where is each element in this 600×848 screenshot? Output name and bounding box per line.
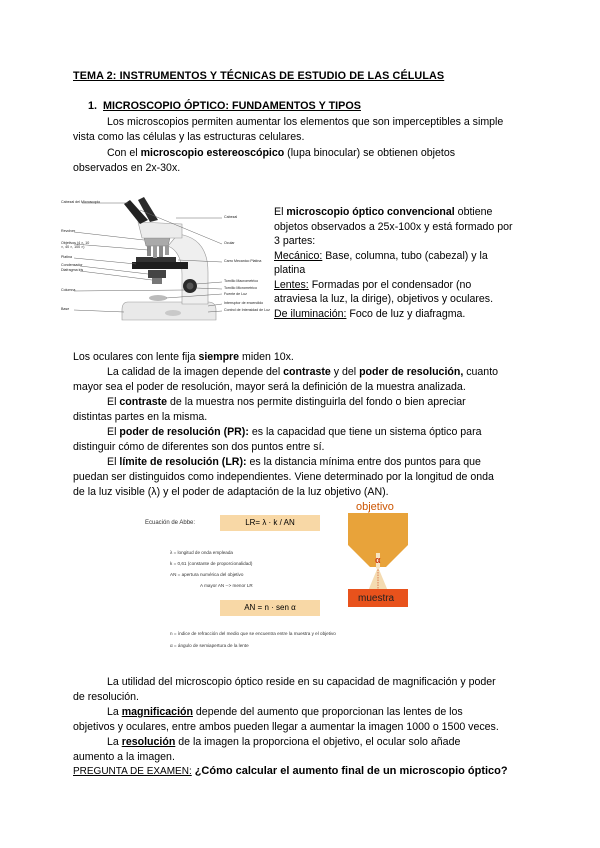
intro-line-2: vista como las células y las estructuras celulares. <box>73 131 305 143</box>
contraste-line-1: El contraste de la muestra nos permite distinguirla del fondo o bien apreciar <box>107 396 466 408</box>
conv-lentes-2: atraviesa la luz, la dirige), objetivos y oculares. <box>274 293 494 305</box>
section-number: 1. <box>88 100 98 112</box>
alpha-label: α <box>375 555 381 565</box>
magn-line-1: La magnificación depende del aumento que proporcionan las lentes de los <box>107 706 463 718</box>
utilidad-line-1: La utilidad del microscopio óptico reside en su capacidad de magnificación y poder <box>107 676 496 688</box>
label-tornillo-micro: Tornillo Micrometrico <box>224 286 257 290</box>
conv-line-1: El microscopio óptico convencional obtiene <box>274 206 493 218</box>
conv-line-2: objetos observados a 25x-100x y está formado por <box>274 221 513 233</box>
intro-line-1: Los microscopios permiten aumentar los elementos que son imperceptibles a simple <box>107 116 504 128</box>
pr-line-2: distinguir cómo de diferentes son dos puntos entre sí. <box>73 441 325 453</box>
section-title: MICROSCOPIO ÓPTICO: FUNDAMENTOS Y TIPOS <box>103 100 361 112</box>
muestra-label: muestra <box>358 593 395 604</box>
foot-n: n = índice de refracción del medio que se encuentra entre la muestra y el objetivo <box>170 631 336 636</box>
def-lambda: λ = longitud de onda empleada <box>170 550 233 555</box>
magn-line-2: objetivos y oculares, entre ambos pueden llegar a aumentar la imagen 1000 o 1500 veces. <box>73 721 499 733</box>
exam-question-text: ¿Cómo calcular el aumento final de un microscopio óptico? <box>194 765 508 777</box>
label-diafragma: Diafragma iris <box>61 268 84 272</box>
section-heading <box>88 100 361 112</box>
document-title: TEMA 2: INSTRUMENTOS Y TÉCNICAS DE ESTUDIO DE LAS CÉLULAS <box>73 70 445 82</box>
label-cabezal: Cabezal <box>224 215 238 219</box>
label-revolver: Revolver <box>61 229 76 233</box>
conv-lentes: Lentes: Formadas por el condensador (no <box>274 279 472 291</box>
calidad-line-1: La calidad de la imagen depende del contraste y del poder de resolución, cuanto <box>107 366 499 378</box>
resol-line-2: aumento a la imagen. <box>73 751 175 763</box>
contraste-line-2: distintas partes en la misma. <box>73 411 208 423</box>
conv-line-3: 3 partes: <box>274 235 316 247</box>
resol-line-1: La resolución de la imagen la proporciona el objetivo, el ocular solo añade <box>107 736 461 748</box>
label-tornillo-macro: Tornillo Macrometrico <box>224 279 259 283</box>
lr-line-3: de la luz visible (λ) y el poder de adaptación de la luz objetivo (AN). <box>73 486 389 498</box>
microscope-figure <box>58 194 270 330</box>
label-cabezal-microscopio: Cabezal del Microscopio <box>61 200 101 204</box>
conv-mecanico-2: platina <box>274 264 306 276</box>
conv-mecanico: Mecánico: Base, columna, tubo (cabezal) y la <box>274 250 488 262</box>
def-an-rule: A mayor AN --> menor LR <box>200 583 253 588</box>
an-equation: AN = n · sen α <box>220 600 320 616</box>
objective-diagram <box>346 501 410 610</box>
lr-equation: LR= λ · k / AN <box>220 515 320 531</box>
conv-iluminacion: De iluminación: Foco de luz y diafragma. <box>274 308 466 320</box>
label-carro-mecanico: Carro Mecanico Platina <box>224 259 262 263</box>
calidad-line-2: mayor sea el poder de resolución, mayor será la definición de la muestra analizada. <box>73 381 466 393</box>
label-columna: Columna <box>61 288 76 292</box>
lr-line-2: puedan ser distinguidos como independientes. Viene determinado por la longitud de onda <box>73 471 494 483</box>
pr-line-1: El poder de resolución (PR): es la capacidad que tiene un sistema óptico para <box>107 426 482 438</box>
label-fuente-luz: Fuente de Luz <box>224 292 247 296</box>
label-interruptor: Interruptor de encendido <box>224 301 264 305</box>
exam-label: PREGUNTA DE EXAMEN: <box>73 766 192 777</box>
oculares-line: Los oculares con lente fija siempre miden 10x. <box>73 351 294 363</box>
objetivo-label: objetivo <box>356 501 394 513</box>
label-base: Base <box>61 307 70 311</box>
label-objetivos: Objetivos (4 ×, 10 ×, 40 ×, 100 ×) <box>61 241 90 249</box>
label-platina: Platina <box>61 255 72 259</box>
lr-line-1: El límite de resolución (LR): es la distancia mínima entre dos puntos para que <box>107 456 481 468</box>
abbe-label: Ecuación de Abbe: <box>145 520 196 526</box>
def-an: AN = apertura numérica del objetivo <box>170 572 244 577</box>
utilidad-line-2: de resolución. <box>73 691 139 703</box>
stereo-line-1: Con el microscopio estereoscópico (lupa binocular) se obtienen objetos <box>107 147 456 159</box>
stereo-line-2: observados en 2x-30x. <box>73 162 181 174</box>
def-k: k = 0,61 (constante de proporcionalidad) <box>170 561 253 566</box>
label-condensador: Condensador <box>61 263 83 267</box>
exam-question <box>73 764 508 780</box>
label-control-intensidad: Control de Intensidad de Luz <box>224 308 270 312</box>
label-ocular: Ocular <box>224 241 235 245</box>
foot-alpha: α = ángulo de semiapertura de la lente <box>170 643 249 648</box>
